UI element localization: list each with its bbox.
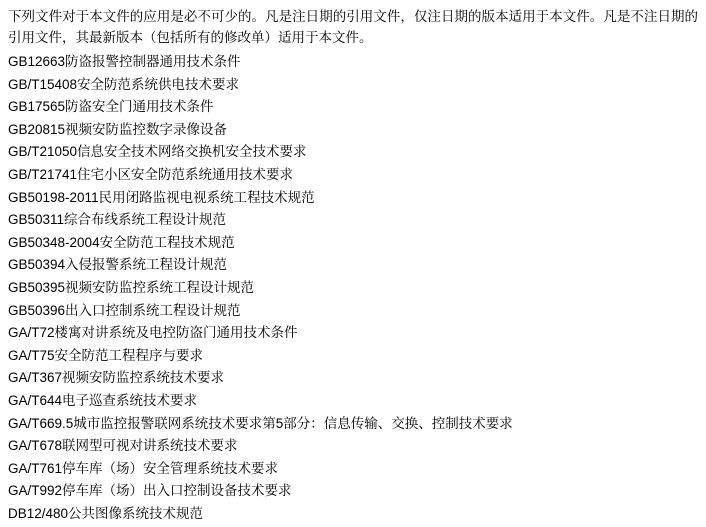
list-item: GB50396出入口控制系统工程设计规范 <box>8 302 241 318</box>
list-item: GB50348-2004安全防范工程技术规范 <box>8 234 235 250</box>
list-item: GB/T21050信息安全技术网络交换机安全技术要求 <box>8 144 307 160</box>
list-item: GA/T678联网型可视对讲系统技术要求 <box>8 438 238 454</box>
list-item: GB50198-2011民用闭路监视电视系统工程技术规范 <box>8 189 315 205</box>
list-item: GA/T72楼寓对讲系统及电控防盗门通用技术条件 <box>8 325 298 341</box>
list-item: GB/T15408安全防范系统供电技术要求 <box>8 76 240 92</box>
list-item: GA/T669.5城市监控报警联网系统技术要求第5部分：信息传输、交换、控制技术要求 <box>8 415 513 431</box>
intro-paragraph: 下列文件对于本文件的应用是必不可少的。凡是注日期的引用文件，仅注日期的版本适用于本文件。凡是不注日期的引用文件，其最新版本（包括所有的修改单）适用于本文件。 <box>8 9 698 45</box>
list-item: GB12663防盗报警控制器通用技术条件 <box>8 54 241 69</box>
list-item: DB12/480公共图像系统技术规范 <box>8 505 204 521</box>
list-item: GB50311综合布线系统工程设计规范 <box>8 212 227 228</box>
standards-list <box>8 51 698 525</box>
list-item: GA/T992停车库（场）出入口控制设备技术要求 <box>8 483 292 499</box>
list-item: GB50394入侵报警系统工程设计规范 <box>8 257 228 273</box>
list-item: GA/T75安全防范工程程序与要求 <box>8 347 204 363</box>
list-item: GB50395视频安防监控系统工程设计规范 <box>8 279 255 295</box>
list-item: GB17565防盗安全门通用技术条件 <box>8 99 214 115</box>
list-item: GB/T21741住宅小区安全防范系统通用技术要求 <box>8 166 294 182</box>
list-item: GB20815视频安防监控数字录像设备 <box>8 121 228 137</box>
list-item: GA/T367视频安防监控系统技术要求 <box>8 370 225 386</box>
list-item: GA/T761停车库（场）安全管理系统技术要求 <box>8 460 279 476</box>
list-item: GA/T644电子巡查系统技术要求 <box>8 392 198 408</box>
